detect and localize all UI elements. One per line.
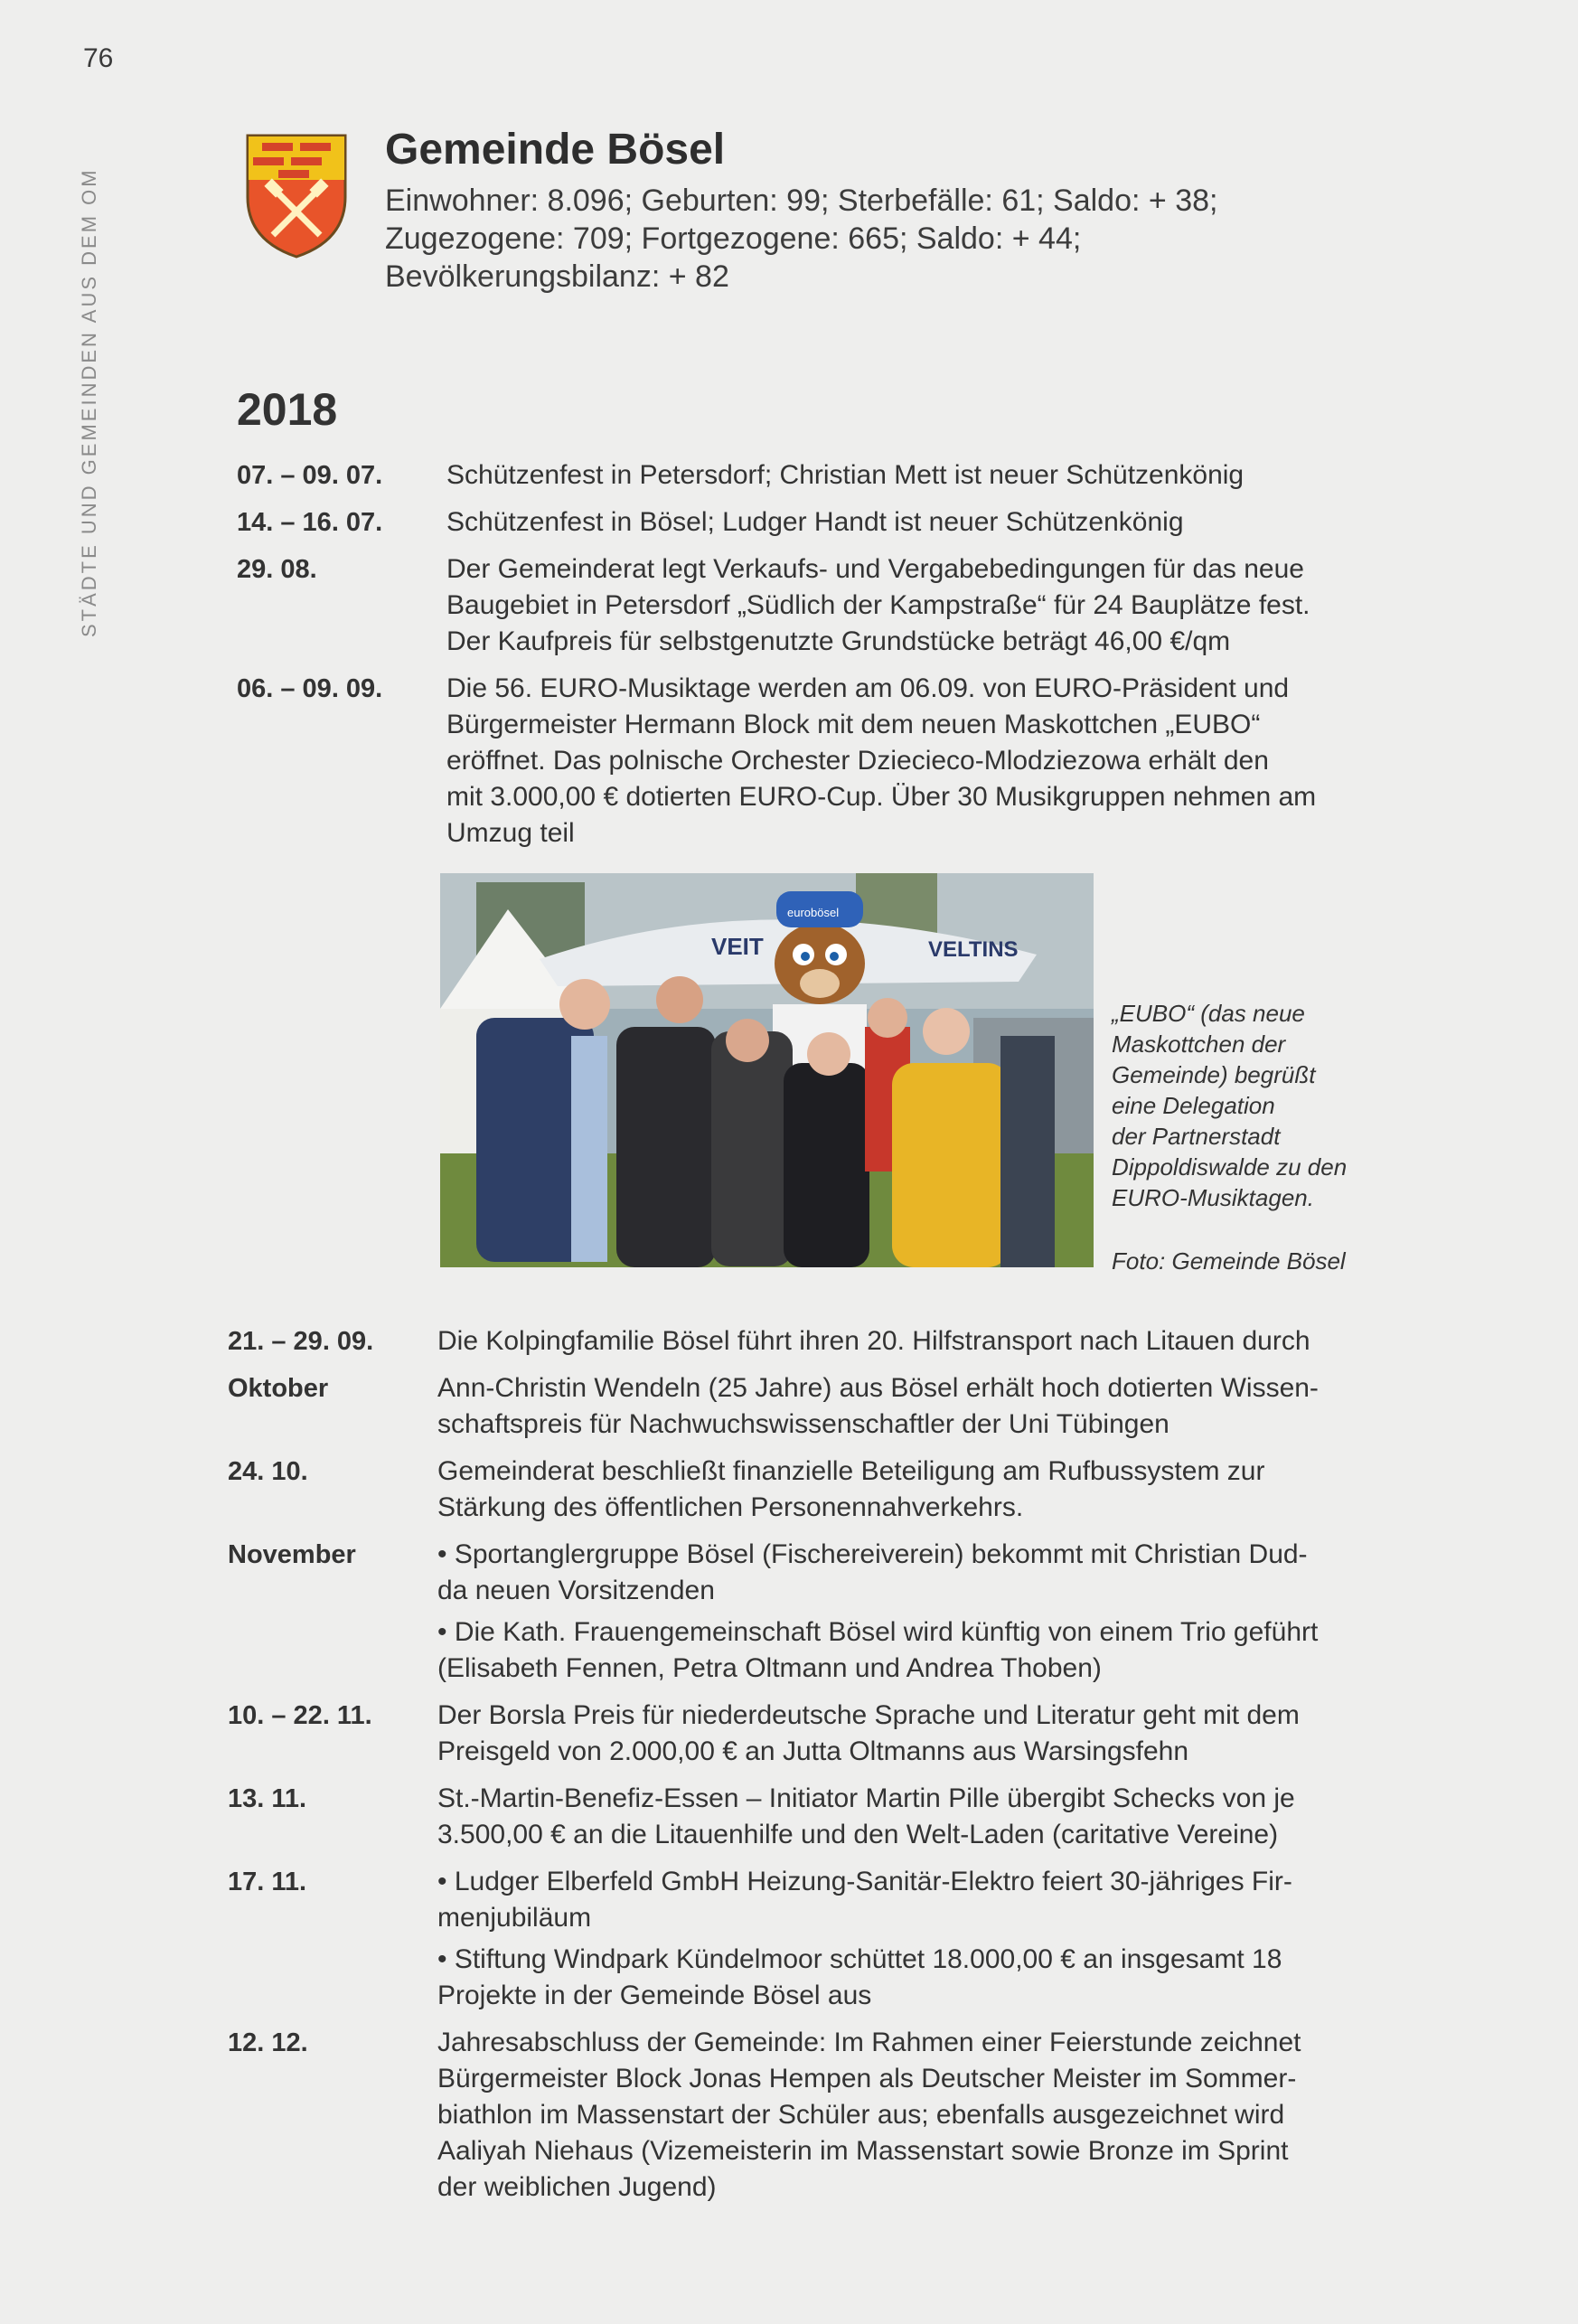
entry-paragraph bbox=[437, 1323, 1386, 1360]
entry-line: Bürgermeister Hermann Block mit dem neuen Maskottchen „EUBO“ bbox=[446, 710, 1261, 739]
entry-line: Baugebiet in Petersdorf „Südlich der Kampstraße“ für 24 Bauplätze fest. bbox=[446, 590, 1310, 620]
entry-text bbox=[437, 2025, 1386, 2211]
chronicle-entry bbox=[228, 1370, 1403, 1448]
entry-line: Projekte in der Gemeinde Bösel aus bbox=[437, 1981, 872, 2010]
entry-line: Der Gemeinderat legt Verkaufs- und Vergabebedingungen für das neue bbox=[446, 554, 1304, 584]
caption-line: EURO-Musiktagen. bbox=[1112, 1184, 1314, 1211]
entry-line: Umzug teil bbox=[446, 818, 575, 848]
entry-text bbox=[437, 1323, 1386, 1365]
entry-paragraph bbox=[437, 1698, 1386, 1770]
chronicle-list-top bbox=[237, 457, 1412, 862]
year-heading: 2018 bbox=[237, 384, 338, 435]
entry-date: November bbox=[228, 1540, 356, 1569]
chronicle-entry bbox=[237, 457, 1412, 499]
entry-paragraph bbox=[446, 457, 1395, 494]
entry-text bbox=[437, 1698, 1386, 1775]
entry-paragraph bbox=[437, 1454, 1386, 1526]
photo-caption bbox=[1112, 998, 1419, 1213]
entry-date: 29. 08. bbox=[237, 555, 317, 584]
chronicle-entry bbox=[237, 671, 1412, 857]
entry-text bbox=[446, 671, 1395, 857]
entry-date: 06. – 09. 09. bbox=[237, 674, 383, 703]
entry-paragraph bbox=[446, 671, 1395, 852]
entry-paragraph bbox=[437, 2025, 1386, 2206]
entry-line: Gemeinderat beschließt finanzielle Beteiligung am Rufbussystem zur bbox=[437, 1456, 1265, 1486]
entry-line: • Die Kath. Frauengemeinschaft Bösel wird künftig von einem Trio geführt bbox=[437, 1617, 1319, 1647]
caption-line: eine Delegation bbox=[1112, 1092, 1275, 1119]
page-number: 76 bbox=[83, 43, 114, 73]
stats-line: Zugezogene: 709; Fortgezogene: 665; Saldo: + 44; bbox=[385, 221, 1082, 256]
entry-line: der weiblichen Jugend) bbox=[437, 2172, 717, 2202]
entry-paragraph bbox=[437, 1537, 1386, 1609]
entry-line: Schützenfest in Bösel; Ludger Handt ist neuer Schützenkönig bbox=[446, 507, 1184, 537]
entry-line: Stärkung des öffentlichen Personennahverkehrs. bbox=[437, 1492, 1024, 1522]
entry-date: 12. 12. bbox=[228, 2028, 308, 2057]
entry-line: Der Kaufpreis für selbstgenutzte Grundstücke beträgt 46,00 €/qm bbox=[446, 626, 1231, 656]
chronicle-entry bbox=[228, 1537, 1403, 1692]
entry-paragraph bbox=[446, 504, 1395, 541]
entry-date: 10. – 22. 11. bbox=[228, 1701, 372, 1730]
umbrella-text-left: VEIT bbox=[711, 933, 764, 960]
chronicle-entry bbox=[228, 1864, 1403, 2019]
chronicle-entry bbox=[228, 1698, 1403, 1775]
photo-illustration bbox=[440, 873, 1094, 1267]
entry-line: Bürgermeister Block Jonas Hempen als Deutscher Meister im Sommer- bbox=[437, 2064, 1297, 2093]
entry-line: Der Borsla Preis für niederdeutsche Sprache und Literatur geht mit dem bbox=[437, 1700, 1300, 1730]
entry-line: (Elisabeth Fennen, Petra Oltmann und Andrea Thoben) bbox=[437, 1653, 1102, 1683]
chronicle-entry bbox=[237, 551, 1412, 665]
entry-paragraph bbox=[437, 1864, 1386, 1936]
entry-text bbox=[437, 1454, 1386, 1531]
entry-text bbox=[437, 1537, 1386, 1692]
entry-line: menjubiläum bbox=[437, 1903, 592, 1933]
event-photo bbox=[440, 873, 1094, 1267]
stats-line: Bevölkerungsbilanz: + 82 bbox=[385, 259, 729, 294]
entry-date: 24. 10. bbox=[228, 1457, 308, 1486]
entry-line: schaftspreis für Nachwuchswissenschaftler der Uni Tübingen bbox=[437, 1409, 1169, 1439]
entry-line: Aaliyah Niehaus (Vizemeisterin im Massenstart sowie Bronze im Sprint bbox=[437, 2136, 1289, 2166]
entry-line: eröffnet. Das polnische Orchester Dziecieco-Mlodziezowa erhält den bbox=[446, 746, 1269, 776]
entry-date: Oktober bbox=[228, 1374, 329, 1403]
entry-date: 17. 11. bbox=[228, 1868, 307, 1896]
chronicle-entry bbox=[228, 2025, 1403, 2211]
umbrella-text-right: VELTINS bbox=[928, 937, 1019, 962]
entry-text bbox=[437, 1781, 1386, 1858]
chronicle-entry bbox=[228, 1454, 1403, 1531]
coat-of-arms-icon bbox=[246, 134, 347, 259]
municipality-header bbox=[385, 127, 1470, 296]
chronicle-entry bbox=[228, 1781, 1403, 1858]
entry-line: Preisgeld von 2.000,00 € an Jutta Oltmanns aus Warsingsfehn bbox=[437, 1736, 1189, 1766]
chronicle-entry bbox=[228, 1323, 1403, 1365]
caption-line: der Partnerstadt bbox=[1112, 1123, 1281, 1150]
caption-line: Dippoldiswalde zu den bbox=[1112, 1153, 1348, 1181]
entry-text bbox=[446, 504, 1395, 546]
entry-text bbox=[437, 1864, 1386, 2019]
photo-credit: Foto: Gemeinde Bösel bbox=[1112, 1247, 1346, 1275]
entry-line: Die 56. EURO-Musiktage werden am 06.09. von EURO-Präsident und bbox=[446, 673, 1290, 703]
entry-paragraph bbox=[437, 1942, 1386, 2014]
entry-date: 07. – 09. 07. bbox=[237, 461, 383, 490]
entry-paragraph bbox=[437, 1781, 1386, 1853]
caption-line: „EUBO“ (das neue bbox=[1112, 1000, 1305, 1027]
entry-paragraph bbox=[437, 1614, 1386, 1687]
entry-line: Jahresabschluss der Gemeinde: Im Rahmen einer Feierstunde zeichnet bbox=[437, 2028, 1301, 2057]
entry-line: Ann-Christin Wendeln (25 Jahre) aus Bösel erhält hoch dotierten Wissen- bbox=[437, 1373, 1319, 1403]
entry-line: • Stiftung Windpark Kündelmoor schüttet 18.000,00 € an insgesamt 18 bbox=[437, 1944, 1282, 1974]
entry-date: 21. – 29. 09. bbox=[228, 1327, 374, 1356]
entry-line: St.-Martin-Benefiz-Essen – Initiator Martin Pille übergibt Schecks von je bbox=[437, 1783, 1295, 1813]
entry-line: • Sportanglergruppe Bösel (Fischereiverein) bekommt mit Christian Dud- bbox=[437, 1539, 1308, 1569]
chronicle-entry bbox=[237, 504, 1412, 546]
caption-line: Gemeinde) begrüßt bbox=[1112, 1061, 1316, 1088]
entry-text bbox=[446, 457, 1395, 499]
entry-text bbox=[437, 1370, 1386, 1448]
stats-line: Einwohner: 8.096; Geburten: 99; Sterbefälle: 61; Saldo: + 38; bbox=[385, 183, 1218, 218]
entry-paragraph bbox=[437, 1370, 1386, 1443]
entry-line: Schützenfest in Petersdorf; Christian Mett ist neuer Schützenkönig bbox=[446, 460, 1245, 490]
caption-line: Maskottchen der bbox=[1112, 1030, 1286, 1058]
entry-line: biathlon im Massenstart der Schüler aus; ebenfalls ausgezeichnet wird bbox=[437, 2100, 1285, 2130]
chronicle-list-bottom bbox=[228, 1323, 1403, 2216]
entry-date: 13. 11. bbox=[228, 1784, 307, 1813]
entry-text bbox=[446, 551, 1395, 665]
entry-line: Die Kolpingfamilie Bösel führt ihren 20. Hilfstransport nach Litauen durch bbox=[437, 1326, 1310, 1356]
entry-line: da neuen Vorsitzenden bbox=[437, 1576, 715, 1605]
entry-line: 3.500,00 € an die Litauenhilfe und den Welt-Laden (caritative Vereine) bbox=[437, 1820, 1279, 1849]
side-section-label: STÄDTE UND GEMEINDEN AUS DEM OM bbox=[78, 167, 100, 637]
entry-date: 14. – 16. 07. bbox=[237, 508, 383, 537]
entry-paragraph bbox=[446, 551, 1395, 660]
entry-line: • Ludger Elberfeld GmbH Heizung-Sanitär-Elektro feiert 30-jähriges Fir- bbox=[437, 1867, 1292, 1896]
mascot-cap-text: eurobösel bbox=[787, 906, 840, 919]
entry-line: mit 3.000,00 € dotierten EURO-Cup. Über 30 Musikgruppen nehmen am bbox=[446, 782, 1317, 812]
municipality-title: Gemeinde Bösel bbox=[385, 126, 726, 174]
